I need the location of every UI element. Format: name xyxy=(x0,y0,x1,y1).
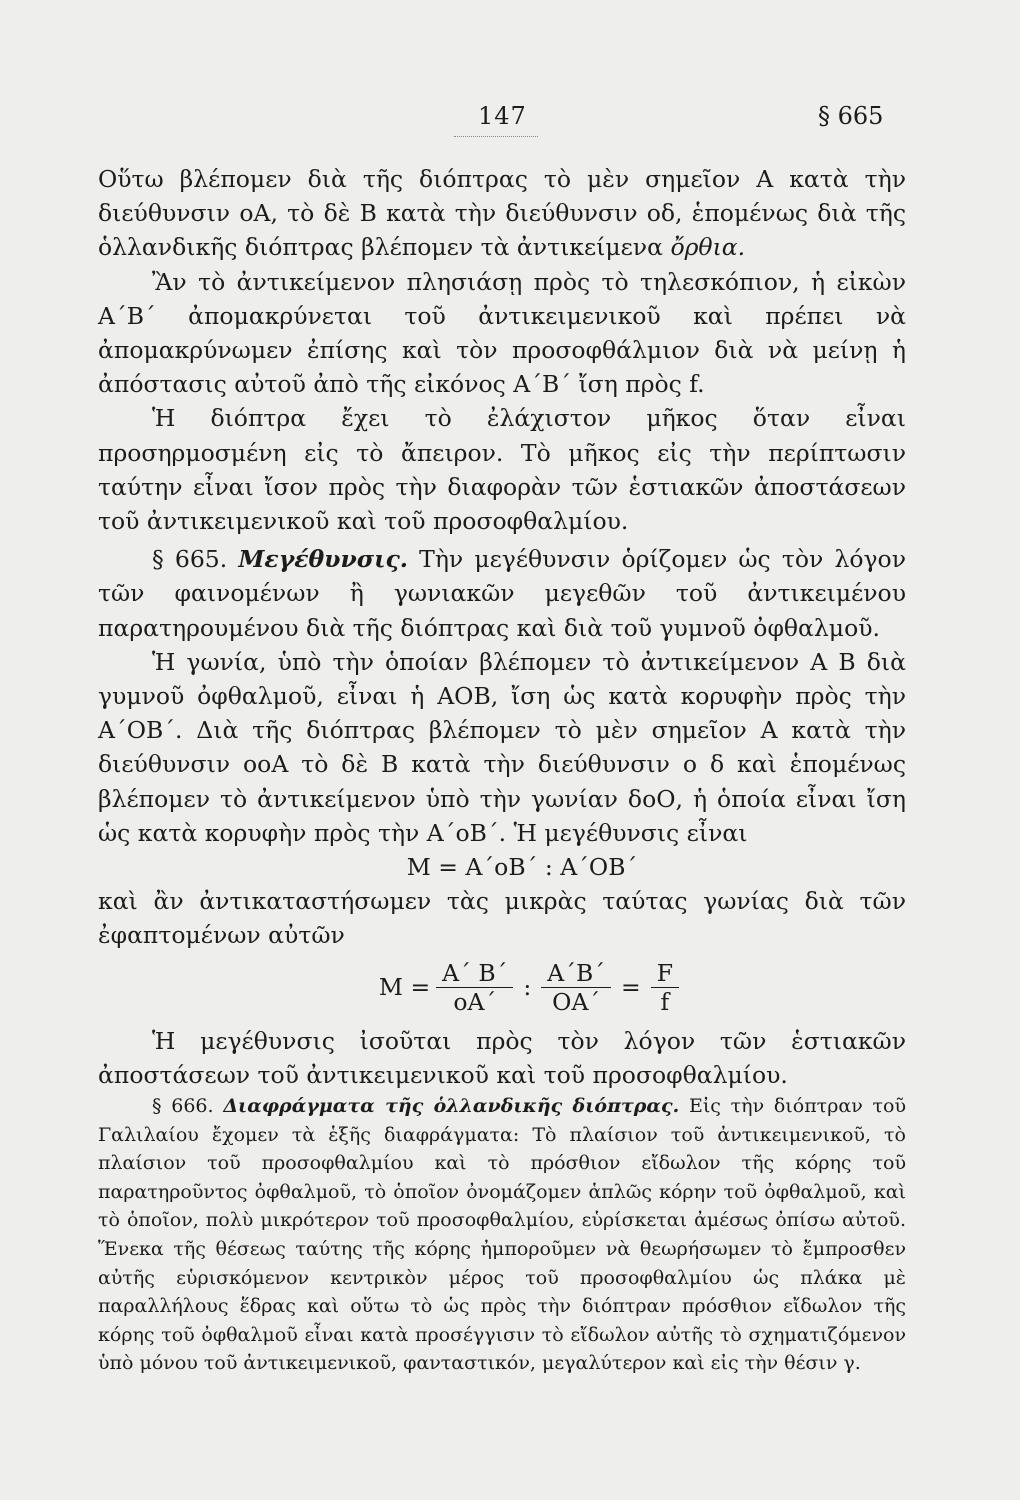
eq2-f1-denominator: οΑ΄ xyxy=(453,987,497,1016)
paragraph-7: Ἡ μεγέθυνσις ἰσοῦται πρὸς τὸν λόγον τῶν ἑστιακῶν ἀποστάσεων τοῦ ἀντικειμενικοῦ καὶ τοῦ προσοφθαλμίου. xyxy=(98,1026,906,1089)
paragraph-2: Ἂν τὸ ἀντικείμενον πλησιάσῃ πρὸς τὸ τηλεσκόπιον, ἡ εἰκὼν Α΄Β΄ ἀπομακρύνεται τοῦ ἀντικειμενικοῦ καὶ πρέπει νὰ ἀπομακρύνωμεν ἐπίσης καὶ τὸν προσοφθάλμιον διὰ νὰ μείνῃ ἡ ἀπόστασις αὐτοῦ ἀπὸ τῆς εἰκόνος Α΄Β΄ ἴση πρὸς f. xyxy=(98,267,906,399)
paragraph-5: Ἡ γωνία, ὑπὸ τὴν ὁποίαν βλέπομεν τὸ ἀντικείμενον Α Β διὰ γυμνοῦ ὀφθαλμοῦ, εἶναι ἡ ΑΟΒ, ἴση ὡς κατὰ κορυφὴν πρὸς τὴν Α΄ΟΒ΄. Διὰ τῆς διόπτρας βλέπομεν τὸ μὲν σημεῖον Α κατὰ τὴν διεύθυνσιν οοΑ τὸ δὲ Β κατὰ τὴν διεύθυνσιν ο δ καὶ ἑπομένως βλέπομεν τὸ ἀντικείμενον ὑπὸ τὴν γωνίαν δοΟ, ἡ ὁποία εἶναι ἴση ὡς κατὰ κορυφὴν πρὸς τὴν Α΄οΒ΄. Ἡ μεγέθυνσις εἶναι xyxy=(98,647,906,847)
paragraph-1-italic: ὄρθια. xyxy=(670,233,746,262)
eq2-equals: = xyxy=(621,973,641,1002)
section-665-text: Τὴν μεγέθυνσιν ὁρίζομεν ὡς τὸν λόγον τῶν φαινομένων ἢ γωνιακῶν μεγεθῶν τοῦ ἀντικειμένου παρατηρουμένου διὰ τῆς διόπτρας καὶ διὰ τοῦ γυμνοῦ ὀφθαλμοῦ. xyxy=(98,545,906,642)
eq2-lhs: Μ = xyxy=(378,973,431,1002)
eq2-f3-numerator: F xyxy=(651,959,679,988)
section-number: § 665 xyxy=(818,102,884,130)
eq2-f2-numerator: Α΄Β΄ xyxy=(541,959,611,988)
page-header xyxy=(0,102,1020,142)
section-666-title: Διαφράγματα τῆς ὁλλανδικῆς διόπτρας. xyxy=(223,1095,680,1118)
eq2-fraction-3 xyxy=(651,959,679,1016)
section-666-number: § 666. xyxy=(152,1095,214,1118)
section-665 xyxy=(98,542,906,645)
paragraph-1-text: Οὕτω βλέπομεν διὰ τῆς διόπτρας τὸ μὲν σημεῖον Α κατὰ τὴν διεύθυνσιν οΑ, τὸ δὲ Β κατὰ τὴν διεύθυνσιν οδ, ἑπομένως διὰ τῆς ὁλλανδικῆς διόπτρας βλέπομεν τὰ ἀντικείμενα xyxy=(98,165,906,262)
page-body xyxy=(98,162,906,1378)
paragraph-3: Ἡ διόπτρα ἔχει τὸ ἐλάχιστον μῆκος ὅταν εἶναι προσηρμοσμένη εἰς τὸ ἄπειρον. Τὸ μῆκος εἰς τὴν περίπτωσιν ταύτην εἶναι ἴσον πρὸς τὴν διαφορὰν τῶν ἑστιακῶν ἀποστάσεων τοῦ ἀντικειμενικοῦ καὶ τοῦ προσοφθαλμίου. xyxy=(98,404,906,536)
eq2-fraction-1 xyxy=(436,959,513,1016)
eq2-fraction-2 xyxy=(541,959,611,1016)
eq2-f2-denominator: ΟΑ΄ xyxy=(552,987,601,1016)
equation-1: Μ = Α΄οΒ΄ : Α΄ΟΒ΄ xyxy=(406,853,638,882)
eq2-f1-numerator: Α΄ Β΄ xyxy=(436,959,513,988)
page-number-rule xyxy=(454,136,538,137)
section-666 xyxy=(98,1092,906,1378)
section-665-number: § 665. xyxy=(152,545,228,574)
page-number: 147 xyxy=(478,102,527,130)
paragraph-1 xyxy=(98,162,906,265)
paragraph-6: καὶ ἂν ἀντικαταστήσωμεν τὰς μικρὰς ταύτας γωνίας διὰ τῶν ἐφαπτομένων αὐτῶν xyxy=(98,887,906,950)
section-665-title: Μεγέθυνσις. xyxy=(238,545,408,574)
eq2-f3-denominator: f xyxy=(660,987,670,1016)
section-666-text: Εἰς τὴν διόπτραν τοῦ Γαλιλαίου ἔχομεν τὰ ἑξῆς διαφράγματα: Τὸ πλαίσιον τοῦ ἀντικειμενικοῦ, τὸ πλαίσιον τοῦ προσοφθαλμίου καὶ τὸ πρόσθιον εἴδωλον τῆς κόρης τοῦ παρατηροῦντος ὀφθαλμοῦ, τὸ ὁποῖον ὀνομάζομεν ἁπλῶς κόρην τοῦ ὀφθαλμοῦ, καὶ τὸ ὁποῖον, πολὺ μικρότερον τοῦ προσοφθαλμίου, εὑρίσκεται ἀμέσως ὀπίσω αὐτοῦ. Ἕνεκα τῆς θέσεως ταύτης τῆς κόρης ἠμποροῦμεν νὰ θεωρήσωμεν τὸ ἔμπροσθεν αὐτῆς εὑρισκόμενον κεντρικὸν μέρος τοῦ προσοφθαλμίου ὡς πλάκα μὲ παραλλήλους ἕδρας καὶ οὕτω τὸ ὡς πρὸς τὴν διόπτραν πρόσθιον εἴδωλον τῆς κόρης τοῦ ὀφθαλμοῦ εἶναι κατὰ προσέγγισιν τὸ εἴδωλον αὐτῆς τὸ σχηματιζόμενον ὑπὸ μόνου τοῦ ἀντικειμενικοῦ, φανταστικόν, μεγαλύτερον καὶ εἰς τὴν θέσιν γ. xyxy=(98,1095,906,1375)
equation-2 xyxy=(98,959,906,1016)
eq2-colon: : xyxy=(523,973,532,1002)
